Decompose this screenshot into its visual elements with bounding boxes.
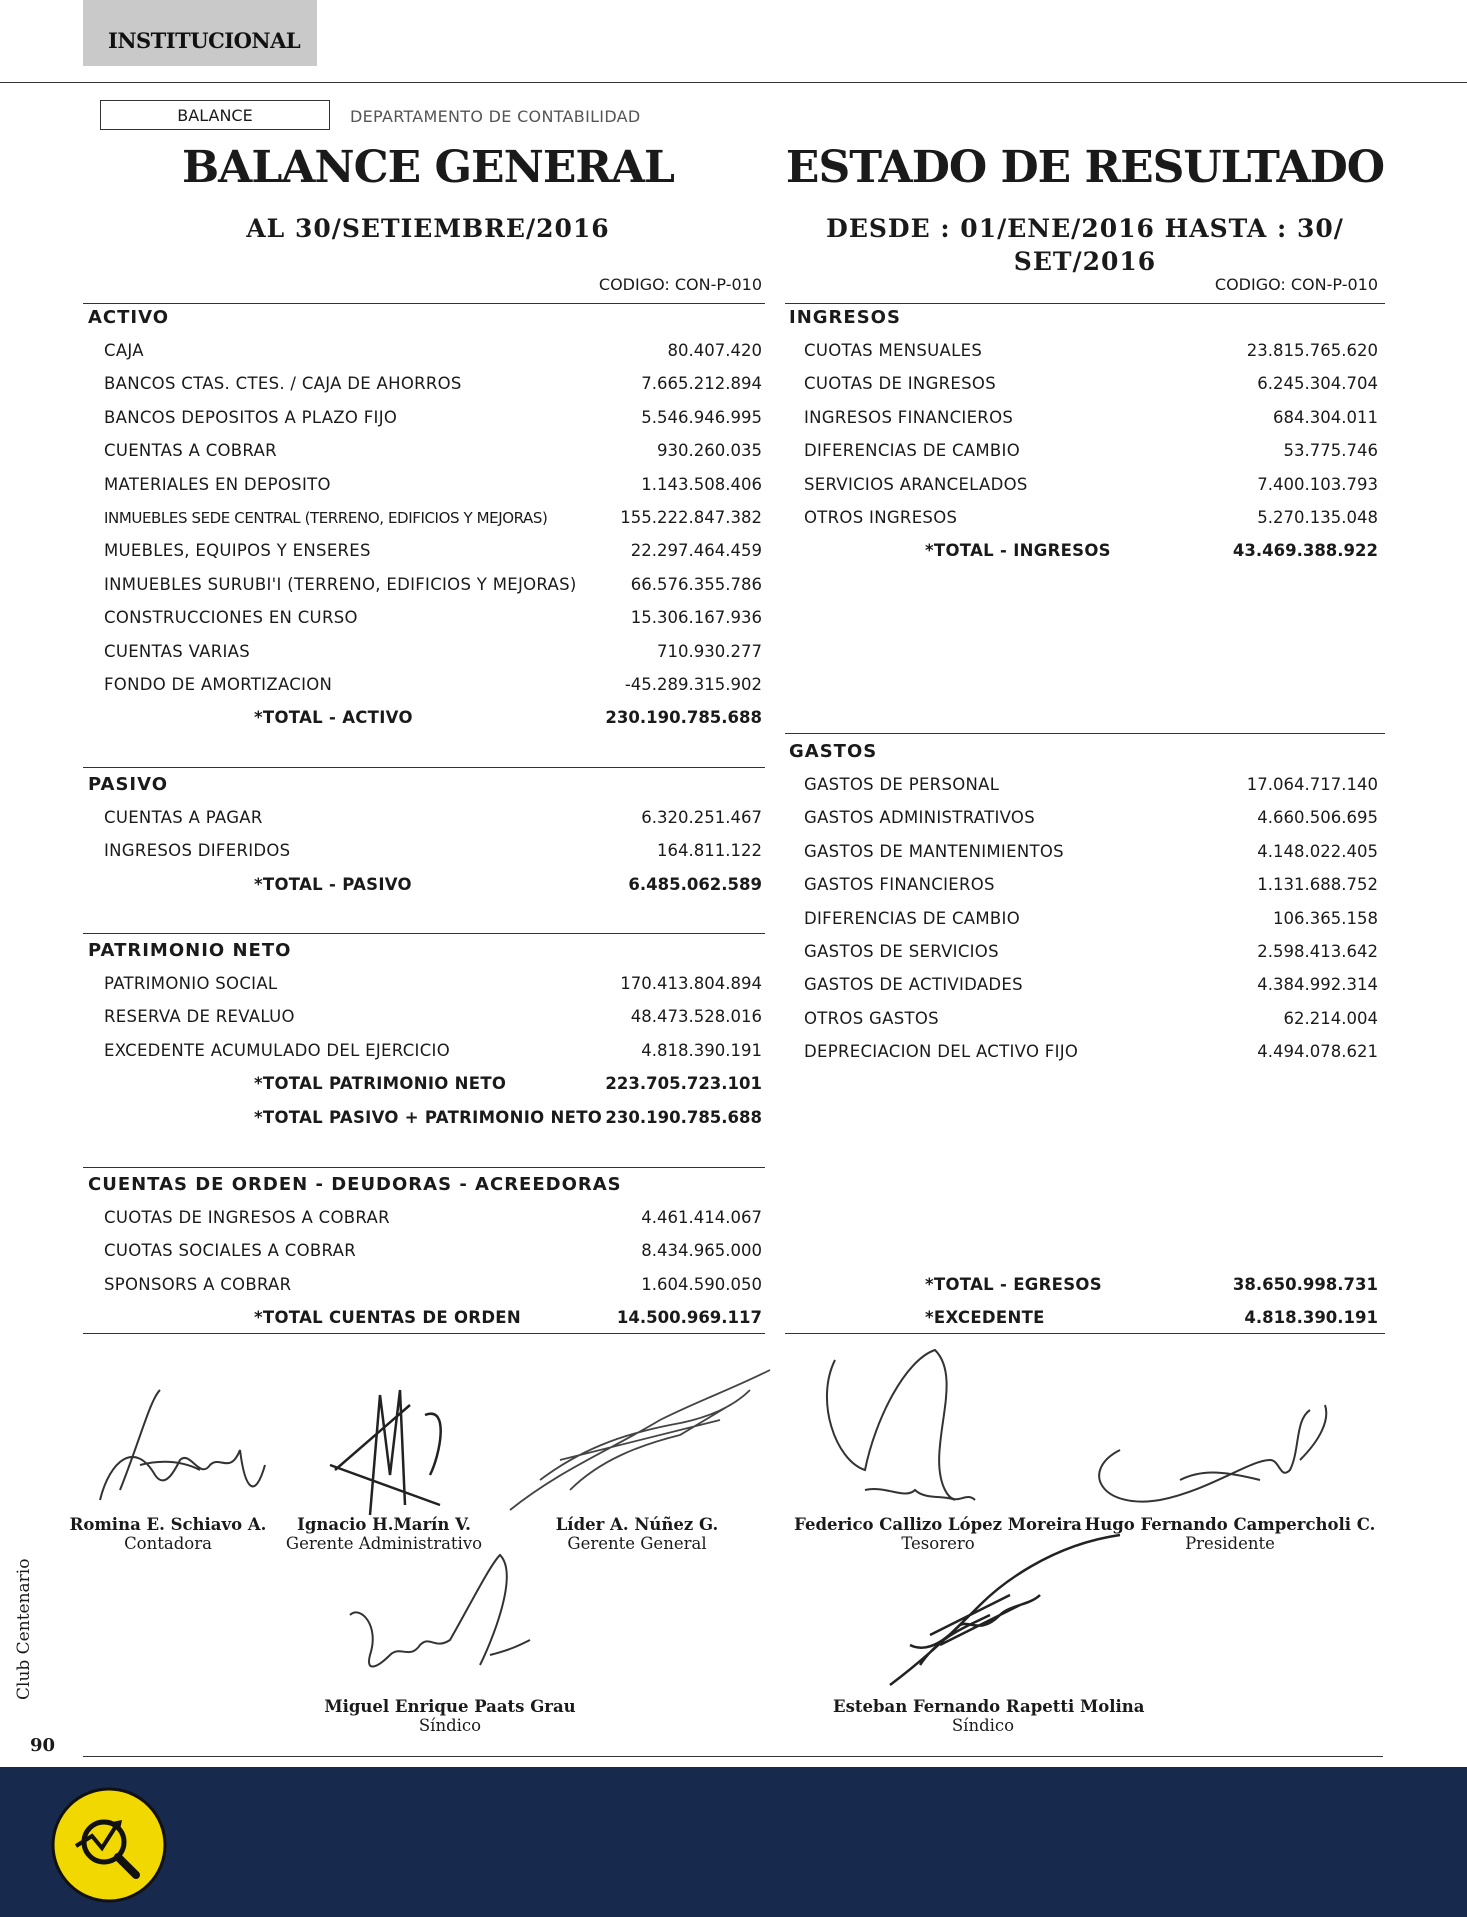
line-item-value: 1.131.688.752 — [1257, 875, 1378, 895]
signature-scribble-gerente-general — [500, 1350, 780, 1520]
section-heading-gastos: GASTOS — [789, 741, 878, 762]
line-item — [88, 603, 762, 633]
line-item — [88, 1236, 762, 1266]
line-item — [789, 970, 1378, 1000]
line-item-label: INMUEBLES SURUBI'I (TERRENO, EDIFICIOS Y MEJORAS) — [104, 574, 577, 594]
line-item-value: 38.650.998.731 — [1232, 1275, 1378, 1294]
line-item-value: 230.190.785.688 — [605, 1107, 762, 1127]
line-item-label: DIFERENCIAS DE CAMBIO — [804, 441, 1021, 461]
balance-subtitle: AL 30/SETIEMBRE/2016 — [246, 214, 610, 243]
line-item-value: 8.434.965.000 — [641, 1241, 762, 1261]
line-item-value: 4.818.390.191 — [641, 1040, 762, 1060]
signer-role: Presidente — [1185, 1534, 1275, 1553]
total-row — [88, 1103, 762, 1133]
line-item-label: *TOTAL CUENTAS DE ORDEN — [254, 1308, 521, 1328]
line-item-value: 106.365.158 — [1273, 908, 1378, 928]
line-item — [88, 1203, 762, 1233]
balance-codigo: CODIGO: CON-P-010 — [598, 275, 762, 294]
line-item-value: 66.576.355.786 — [630, 574, 762, 594]
signer-name: Federico Callizo López Moreira — [794, 1515, 1082, 1534]
line-item-value: 4.494.078.621 — [1257, 1042, 1378, 1062]
line-item-label: FONDO DE AMORTIZACION — [104, 675, 333, 694]
signer-name: Miguel Enrique Paats Grau — [324, 1697, 576, 1716]
page-number: 90 — [30, 1735, 56, 1756]
line-item — [88, 570, 762, 600]
line-item-label: MUEBLES, EQUIPOS Y ENSERES — [104, 541, 371, 561]
line-item-value: 5.270.135.048 — [1257, 508, 1378, 527]
line-item-label: GASTOS DE PERSONAL — [804, 775, 1000, 794]
line-item-label: RESERVA DE REVALUO — [104, 1007, 295, 1027]
line-item-label: GASTOS FINANCIEROS — [804, 875, 995, 895]
resultado-subtitle-line2: SET/2016 — [1013, 247, 1157, 276]
signature-block — [788, 1515, 1088, 1553]
line-item-value: 223.705.723.101 — [605, 1074, 762, 1094]
line-item-label: SPONSORS A COBRAR — [104, 1274, 292, 1294]
line-item-label: CUOTAS MENSUALES — [804, 341, 983, 360]
line-item-label: CUENTAS A COBRAR — [104, 441, 277, 461]
signer-role: Gerente Administrativo — [285, 1534, 483, 1553]
line-item-label: *TOTAL - INGRESOS — [925, 541, 1111, 561]
signature-scribble-contadora — [80, 1380, 280, 1520]
line-item — [88, 536, 762, 566]
line-item-value: 710.930.277 — [657, 641, 762, 661]
footer-band — [0, 1767, 1467, 1917]
line-item — [88, 403, 762, 433]
signer-name: Romina E. Schiavo A. — [69, 1515, 267, 1534]
signer-role: Síndico — [418, 1716, 482, 1735]
line-item-value: 4.660.506.695 — [1257, 808, 1378, 828]
section-label: INSTITUCIONAL — [108, 28, 301, 53]
signature-block — [1080, 1515, 1380, 1553]
signer-role: Tesorero — [901, 1534, 975, 1553]
line-item-value: 5.546.946.995 — [641, 407, 762, 427]
section-tab — [83, 0, 317, 66]
line-item-label: GASTOS DE SERVICIOS — [804, 942, 999, 961]
department-label: DEPARTAMENTO DE CONTABILIDAD — [350, 107, 641, 126]
line-item-value: 23.815.765.620 — [1246, 341, 1378, 360]
total-row — [88, 1069, 762, 1099]
line-item-label: INGRESOS DIFERIDOS — [104, 841, 291, 861]
magnifier-chart-icon — [50, 1786, 168, 1904]
line-item-value: 43.469.388.922 — [1232, 541, 1378, 561]
total-row — [88, 870, 762, 900]
line-item-label: CUOTAS SOCIALES A COBRAR — [104, 1241, 356, 1261]
signature-block — [833, 1697, 1145, 1735]
signature-block — [487, 1515, 787, 1553]
line-item — [789, 436, 1378, 466]
line-item-value: 164.811.122 — [657, 841, 762, 861]
signer-role: Síndico — [951, 1716, 1015, 1735]
line-item-label: SERVICIOS ARANCELADOS — [804, 474, 1028, 494]
line-item-value: 4.384.992.314 — [1257, 975, 1378, 995]
signature-scribble-sindico-1 — [340, 1545, 540, 1695]
divider — [83, 303, 765, 304]
line-item-label: INMUEBLES SEDE CENTRAL (TERRENO, EDIFICIOS Y MEJORAS) — [104, 509, 548, 527]
divider — [785, 303, 1385, 304]
line-item-label: GASTOS ADMINISTRATIVOS — [804, 808, 1035, 828]
total-row — [789, 1270, 1378, 1300]
line-item-value: 80.407.420 — [667, 341, 762, 360]
line-item — [88, 836, 762, 866]
resultado-subtitle — [785, 212, 1385, 278]
line-item-label: CUOTAS DE INGRESOS A COBRAR — [104, 1208, 390, 1227]
line-item — [88, 637, 762, 667]
signature-scribble-gerente-admin — [320, 1375, 480, 1525]
divider — [83, 1756, 1383, 1757]
line-item-value: 7.665.212.894 — [641, 374, 762, 394]
publication-label: Club Centenario — [14, 1558, 34, 1700]
signature-scribble-tesorero — [815, 1340, 995, 1530]
line-item-label: *TOTAL - EGRESOS — [925, 1275, 1102, 1294]
line-item-label: *EXCEDENTE — [925, 1308, 1045, 1327]
line-item — [789, 803, 1378, 833]
divider — [83, 1333, 765, 1334]
line-item — [88, 470, 762, 500]
signature-scribble-presidente — [1080, 1400, 1340, 1520]
line-item — [88, 503, 762, 533]
line-item-label: DIFERENCIAS DE CAMBIO — [804, 908, 1021, 928]
line-item — [88, 369, 762, 399]
line-item — [88, 436, 762, 466]
line-item-value: 4.148.022.405 — [1257, 841, 1378, 861]
line-item-label: EXCEDENTE ACUMULADO DEL EJERCICIO — [104, 1040, 450, 1060]
line-item-value: 14.500.969.117 — [616, 1308, 762, 1328]
divider — [83, 767, 765, 768]
line-item-value: 155.222.847.382 — [620, 508, 762, 527]
signer-name: Ignacio H.Marín V. — [297, 1515, 471, 1534]
line-item-label: BANCOS DEPOSITOS A PLAZO FIJO — [104, 407, 398, 427]
line-item-label: *TOTAL PASIVO + PATRIMONIO NETO — [254, 1107, 603, 1127]
line-item-value: 6.485.062.589 — [628, 874, 762, 894]
signer-name: Hugo Fernando Campercholi C. — [1084, 1515, 1376, 1534]
line-item-value: 930.260.035 — [657, 441, 762, 461]
total-row — [789, 1303, 1378, 1333]
line-item — [789, 403, 1378, 433]
section-heading-activo: ACTIVO — [88, 307, 170, 328]
line-item-value: 22.297.464.459 — [630, 541, 762, 561]
balance-tag: BALANCE — [100, 100, 330, 130]
signer-name: Esteban Fernando Rapetti Molina — [833, 1697, 1145, 1716]
line-item-value: -45.289.315.902 — [624, 675, 762, 694]
signer-name: Líder A. Núñez G. — [555, 1515, 719, 1534]
line-item-label: CUENTAS VARIAS — [104, 641, 250, 661]
section-heading-orden: CUENTAS DE ORDEN - DEUDORAS - ACREEDORAS — [88, 1174, 622, 1195]
line-item — [789, 503, 1378, 533]
line-item-label: CAJA — [104, 341, 144, 360]
line-item-label: OTROS INGRESOS — [804, 508, 958, 527]
signer-role: Contadora — [124, 1534, 212, 1553]
line-item — [789, 369, 1378, 399]
line-item — [88, 969, 762, 999]
line-item-label: CUENTAS A PAGAR — [104, 808, 263, 827]
line-item-label: GASTOS DE ACTIVIDADES — [804, 975, 1023, 995]
divider — [785, 733, 1385, 734]
line-item-value: 1.143.508.406 — [641, 474, 762, 494]
line-item — [88, 1036, 762, 1066]
resultado-title: ESTADO DE RESULTADO — [785, 142, 1385, 193]
line-item-value: 4.461.414.067 — [641, 1208, 762, 1227]
line-item-value: 6.320.251.467 — [641, 808, 762, 827]
line-item — [789, 1004, 1378, 1034]
total-row — [88, 1303, 762, 1333]
resultado-codigo: CODIGO: CON-P-010 — [1214, 275, 1378, 294]
line-item-value: 62.214.004 — [1283, 1008, 1378, 1028]
total-row — [789, 536, 1378, 566]
line-item — [88, 1270, 762, 1300]
line-item — [789, 770, 1378, 800]
line-item-value: 684.304.011 — [1273, 407, 1378, 427]
line-item — [789, 904, 1378, 934]
line-item-label: CUOTAS DE INGRESOS — [804, 374, 996, 394]
line-item-value: 4.818.390.191 — [1244, 1308, 1378, 1327]
line-item-value: 170.413.804.894 — [620, 974, 762, 993]
line-item-value: 6.245.304.704 — [1257, 374, 1378, 394]
divider — [83, 933, 765, 934]
line-item-value: 2.598.413.642 — [1257, 942, 1378, 961]
line-item-label: MATERIALES EN DEPOSITO — [104, 474, 331, 494]
divider — [83, 1167, 765, 1168]
line-item-value: 15.306.167.936 — [630, 608, 762, 628]
line-item-label: *TOTAL - ACTIVO — [254, 708, 413, 728]
section-heading-pasivo: PASIVO — [88, 774, 169, 795]
line-item-label: OTROS GASTOS — [804, 1008, 939, 1028]
line-item — [88, 670, 762, 700]
resultado-subtitle-line1: DESDE : 01/ENE/2016 HASTA : 30/ — [826, 214, 1344, 243]
line-item — [88, 803, 762, 833]
line-item-label: GASTOS DE MANTENIMIENTOS — [804, 841, 1064, 861]
header-divider — [0, 82, 1467, 83]
balance-title: BALANCE GENERAL — [181, 142, 674, 193]
line-item-value: 7.400.103.793 — [1257, 474, 1378, 494]
total-row — [88, 703, 762, 733]
line-item-value: 48.473.528.016 — [630, 1007, 762, 1027]
line-item — [789, 336, 1378, 366]
signer-role: Gerente General — [567, 1534, 707, 1553]
line-item — [789, 837, 1378, 867]
line-item-label: INGRESOS FINANCIEROS — [804, 407, 1014, 427]
line-item — [88, 1002, 762, 1032]
line-item-label: BANCOS CTAS. CTES. / CAJA DE AHORROS — [104, 374, 462, 394]
line-item-value: 1.604.590.050 — [641, 1274, 762, 1294]
line-item-label: *TOTAL - PASIVO — [254, 874, 412, 894]
signature-block — [300, 1697, 600, 1735]
line-item — [789, 1037, 1378, 1067]
section-heading-ingresos: INGRESOS — [789, 307, 901, 328]
line-item — [88, 336, 762, 366]
line-item-label: CONSTRUCCIONES EN CURSO — [104, 608, 358, 628]
line-item-value: 53.775.746 — [1283, 441, 1378, 461]
line-item-label: DEPRECIACION DEL ACTIVO FIJO — [804, 1042, 1079, 1062]
line-item — [789, 470, 1378, 500]
line-item — [789, 937, 1378, 967]
line-item — [789, 870, 1378, 900]
line-item-value: 17.064.717.140 — [1246, 775, 1378, 794]
line-item-value: 230.190.785.688 — [605, 708, 762, 728]
line-item-label: *TOTAL PATRIMONIO NETO — [254, 1074, 507, 1094]
divider — [785, 1333, 1385, 1334]
line-item-label: PATRIMONIO SOCIAL — [104, 974, 278, 993]
section-heading-patrimonio: PATRIMONIO NETO — [88, 940, 292, 961]
